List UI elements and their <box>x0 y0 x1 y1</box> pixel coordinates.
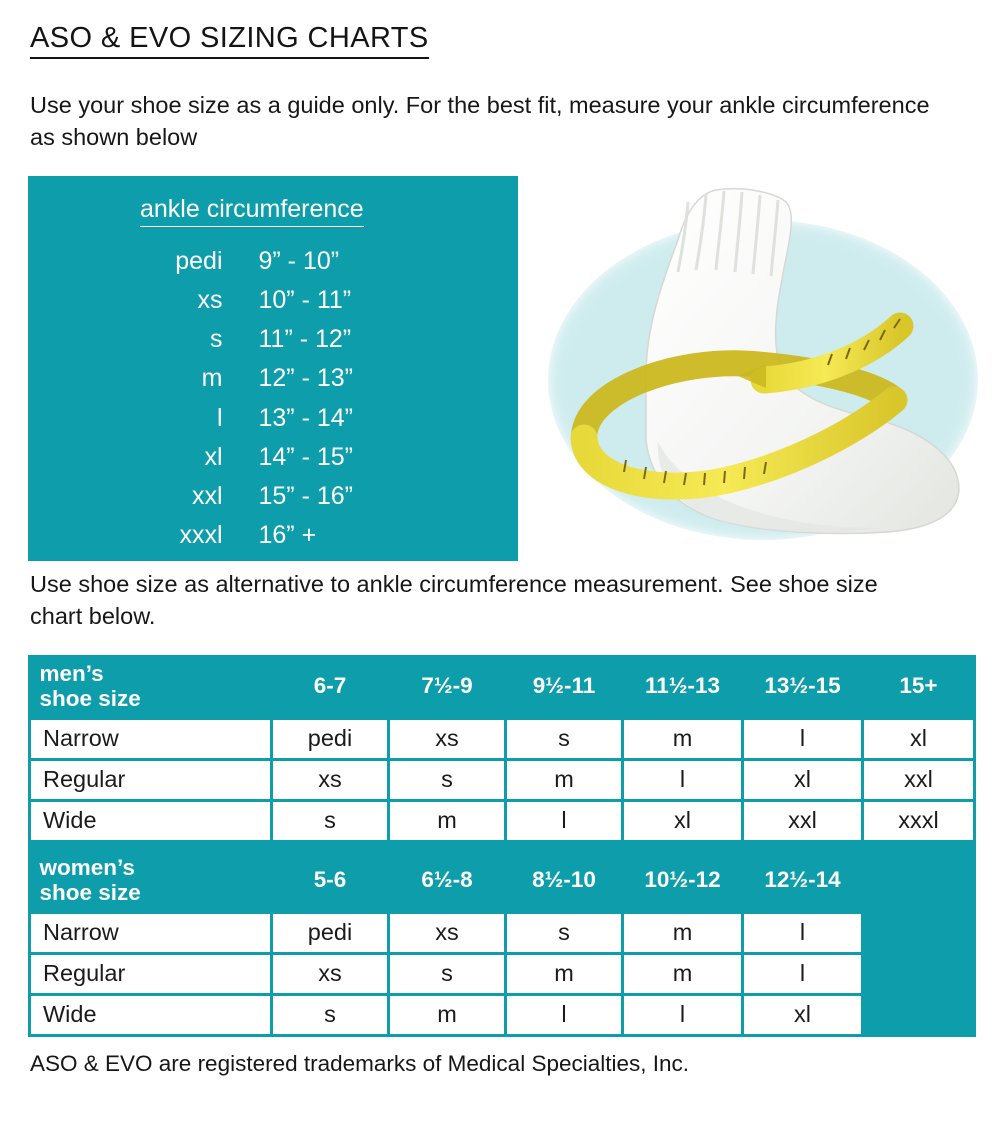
table-row <box>28 398 518 437</box>
ankle-range-value: 15” - 16” <box>258 482 353 511</box>
mens-header-line1: men’s <box>39 660 104 686</box>
womens-cell: l <box>623 994 743 1035</box>
sock-with-tape-measure-photo <box>528 180 998 560</box>
mens-cell: m <box>389 800 506 841</box>
ankle-range-value: 9” - 10” <box>258 246 340 275</box>
ankle-size-label: xxl <box>191 482 223 511</box>
table-row <box>30 912 975 953</box>
womens-cell: s <box>389 953 506 994</box>
ankle-circumference-chart <box>28 176 518 561</box>
womens-cell: l <box>743 912 863 953</box>
mens-cell: xxl <box>863 759 975 800</box>
ankle-size-label: xs <box>197 285 223 314</box>
table-spacer <box>30 841 975 849</box>
shoe-size-charts <box>28 655 973 1037</box>
page-title: ASO & EVO SIZING CHARTS <box>30 22 429 59</box>
womens-cell-empty <box>863 912 975 953</box>
table-row <box>28 241 518 280</box>
womens-header-line1: women’s <box>39 854 135 880</box>
womens-cell: s <box>272 994 389 1035</box>
mens-cell: l <box>623 759 743 800</box>
womens-col-header: 6½-8 <box>389 849 506 913</box>
womens-cell: m <box>506 953 623 994</box>
mens-cell: l <box>743 719 863 760</box>
mens-col-header: 6-7 <box>272 655 389 719</box>
womens-row-label: Regular <box>30 953 272 994</box>
mens-cell: xl <box>743 759 863 800</box>
mens-cell: m <box>506 759 623 800</box>
womens-cell: m <box>623 912 743 953</box>
table-row <box>30 719 975 760</box>
womens-cell: s <box>506 912 623 953</box>
womens-cell-empty <box>863 953 975 994</box>
womens-header-row <box>30 849 975 913</box>
mens-cell: s <box>389 759 506 800</box>
ankle-size-label: l <box>216 403 223 432</box>
table-row <box>28 437 518 476</box>
mens-cell: xs <box>389 719 506 760</box>
womens-col-header: 5-6 <box>272 849 389 913</box>
mens-cell: xxl <box>743 800 863 841</box>
table-row <box>30 953 975 994</box>
ankle-size-label: m <box>201 364 223 393</box>
trademark-footnote: ASO & EVO are registered trademarks of Medical Specialties, Inc. <box>30 1050 690 1076</box>
mens-col-header: 9½-11 <box>506 655 623 719</box>
womens-col-header: 10½-12 <box>623 849 743 913</box>
ankle-range-value: 14” - 15” <box>258 442 353 471</box>
mens-row-label: Narrow <box>30 719 272 760</box>
mens-cell: m <box>623 719 743 760</box>
mens-col-header: 7½-9 <box>389 655 506 719</box>
womens-cell: xs <box>389 912 506 953</box>
mens-cell: xs <box>272 759 389 800</box>
ankle-range-value: 13” - 14” <box>258 403 353 432</box>
mens-cell: s <box>272 800 389 841</box>
womens-col-header: 8½-10 <box>506 849 623 913</box>
ankle-size-label: xxxl <box>179 521 223 550</box>
ankle-range-value: 11” - 12” <box>258 325 352 354</box>
mens-cell: xl <box>623 800 743 841</box>
womens-row-label: Narrow <box>30 912 272 953</box>
ankle-range-value: 16” + <box>258 521 317 550</box>
womens-cell: l <box>506 994 623 1035</box>
womens-header-line2: shoe size <box>39 879 141 905</box>
mens-header-label <box>30 655 272 719</box>
table-row <box>28 477 518 516</box>
mens-col-header: 15+ <box>863 655 975 719</box>
mens-col-header: 13½-15 <box>743 655 863 719</box>
womens-cell: l <box>743 953 863 994</box>
womens-header-label <box>30 849 272 913</box>
table-row <box>28 516 518 555</box>
mens-cell: s <box>506 719 623 760</box>
mens-header-line2: shoe size <box>39 685 141 711</box>
womens-row-label: Wide <box>30 994 272 1035</box>
mens-cell: xl <box>863 719 975 760</box>
table-row <box>30 800 975 841</box>
womens-cell: m <box>623 953 743 994</box>
womens-col-header: 12½-14 <box>743 849 863 913</box>
mens-cell: pedi <box>272 719 389 760</box>
mens-row-label: Wide <box>30 800 272 841</box>
intro-paragraph-1: Use your shoe size as a guide only. For the best fit, measure your ankle circumference as shown below <box>30 92 930 151</box>
mens-col-header: 11½-13 <box>623 655 743 719</box>
table-row <box>28 320 518 359</box>
womens-cell: m <box>389 994 506 1035</box>
ankle-chart-table <box>28 241 518 555</box>
womens-cell: pedi <box>272 912 389 953</box>
table-row <box>30 759 975 800</box>
womens-cell: xs <box>272 953 389 994</box>
table-row <box>30 994 975 1035</box>
ankle-range-value: 12” - 13” <box>258 364 353 393</box>
womens-col-header-empty <box>863 849 975 913</box>
mens-row-label: Regular <box>30 759 272 800</box>
mens-header-row <box>30 655 975 719</box>
womens-cell-empty <box>863 994 975 1035</box>
ankle-size-label: s <box>210 325 223 354</box>
ankle-measurement-section <box>28 176 973 568</box>
ankle-range-value: 10” - 11” <box>258 285 352 314</box>
ankle-size-label: pedi <box>175 246 223 275</box>
intro-paragraph-2: Use shoe size as alternative to ankle circumference measurement. See shoe size chart below. <box>30 570 878 630</box>
womens-cell: xl <box>743 994 863 1035</box>
mens-cell: xxxl <box>863 800 975 841</box>
shoe-size-table <box>28 655 976 1037</box>
table-row <box>28 359 518 398</box>
ankle-chart-heading: ankle circumference <box>140 194 364 227</box>
ankle-size-label: xl <box>204 442 223 471</box>
mens-cell: l <box>506 800 623 841</box>
table-row <box>28 280 518 319</box>
